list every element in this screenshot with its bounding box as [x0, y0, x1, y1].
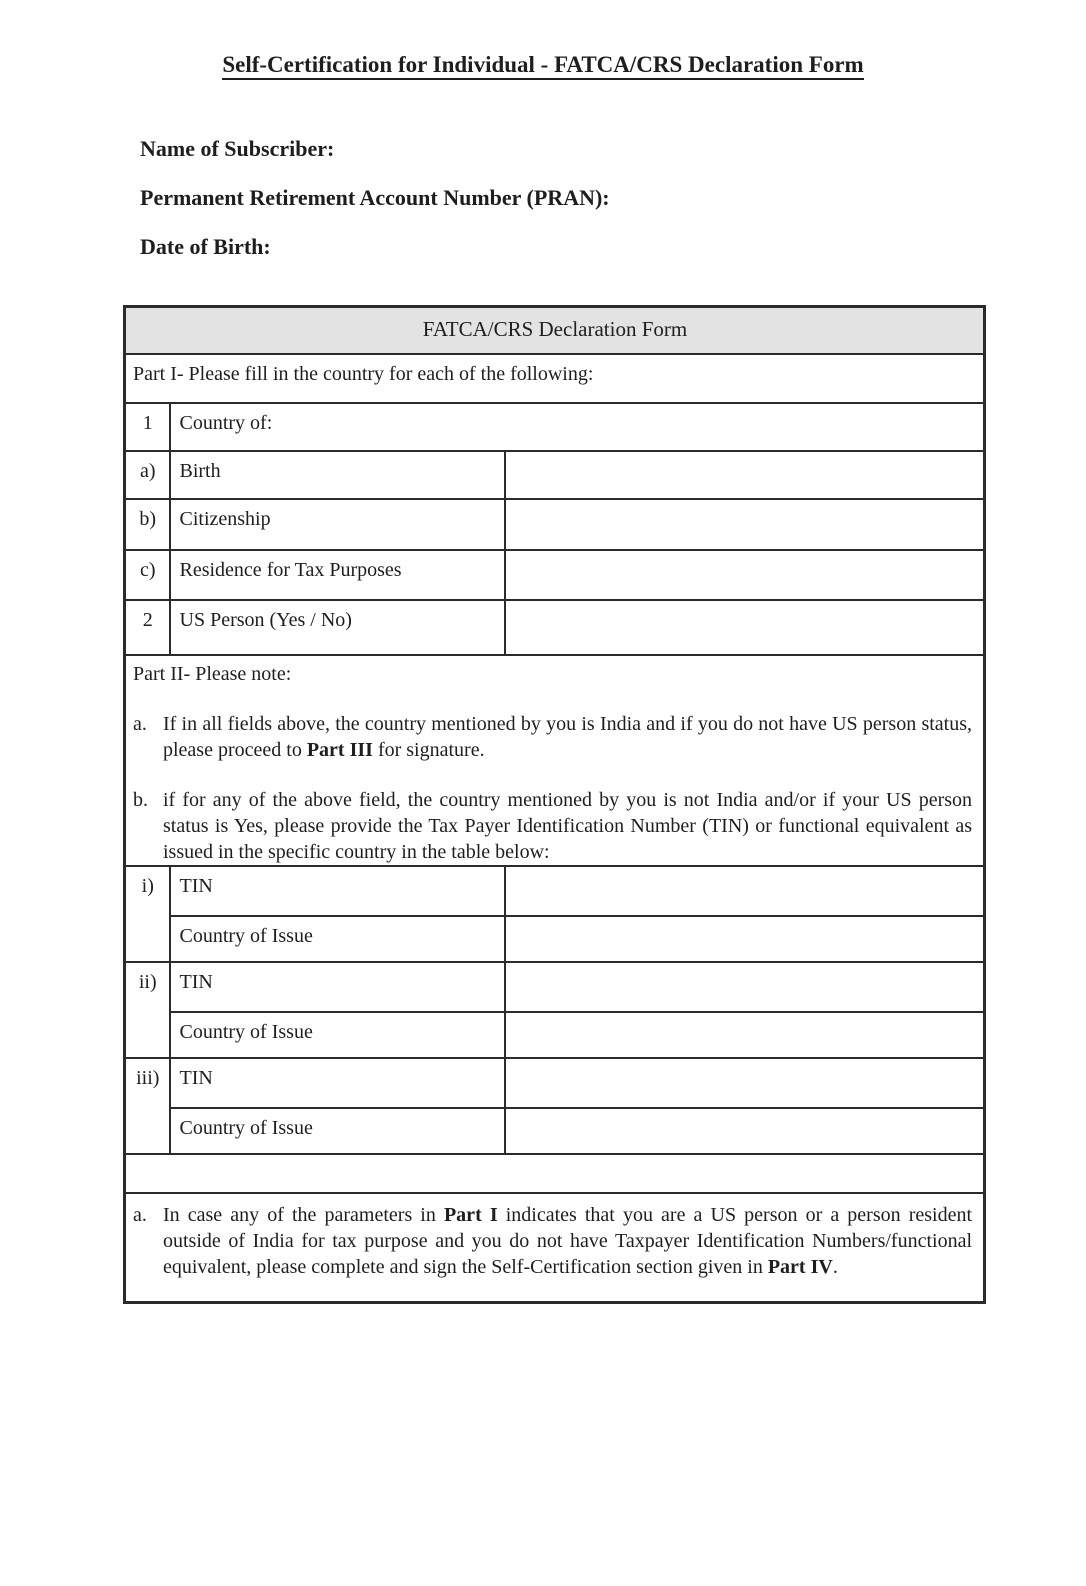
note-text: In case any of the parameters in Part I indicates that you are a US person or a person resident outside of India for tax purpose and you do not have Taxpayer Identification Numbers/functional equivalent, please complete and sign the Self-Certification section given in Part IV.: [163, 1204, 973, 1278]
country-of-issue-label: Country of Issue: [170, 916, 505, 962]
tin-value-cell: [505, 1058, 985, 1108]
country-of-label: Country of:: [170, 403, 985, 451]
tin-value-cell: [505, 962, 985, 1012]
subscriber-fields: [140, 136, 1086, 259]
table-row: [125, 499, 985, 550]
footer-note-row: [125, 1193, 985, 1303]
part2-cell: [125, 655, 985, 866]
pran-label: Permanent Retirement Account Number (PRAN):: [140, 185, 610, 210]
tax-residence-label: Residence for Tax Purposes: [170, 550, 505, 600]
footer-note-cell: [125, 1193, 985, 1303]
table-header-row: [125, 307, 985, 355]
form-title-text: Self-Certification for Individual - FATCA/CRS Declaration Form: [222, 52, 863, 80]
note-marker: a.: [133, 713, 147, 735]
country-of-issue-label: Country of Issue: [170, 1012, 505, 1058]
country-of-issue-value-cell: [505, 1108, 985, 1154]
country-of-issue-row: [125, 1012, 985, 1058]
us-person-value-cell: [505, 600, 985, 655]
tin-row: [125, 1058, 985, 1108]
document-page: [0, 50, 1086, 1586]
part1-heading: Part I- Please fill in the country for each of the following:: [125, 354, 985, 403]
part2-note-a: [133, 711, 973, 763]
form-title: [60, 50, 1026, 80]
row-number: 1: [125, 403, 170, 451]
country-of-issue-value-cell: [505, 1012, 985, 1058]
dob-label: Date of Birth:: [140, 234, 271, 259]
tin-number: iii): [125, 1058, 170, 1154]
country-of-issue-value-cell: [505, 916, 985, 962]
row-number: b): [125, 499, 170, 550]
tin-value-cell: [505, 866, 985, 916]
table-row: [125, 550, 985, 600]
table-row: [125, 600, 985, 655]
note-marker: a.: [133, 1204, 147, 1226]
country-of-issue-row: [125, 916, 985, 962]
row-number: a): [125, 451, 170, 499]
part2-heading: Part II- Please note:: [133, 663, 292, 685]
country-of-issue-label: Country of Issue: [170, 1108, 505, 1154]
part2-note-b: [133, 787, 973, 865]
birth-value-cell: [505, 451, 985, 499]
note-marker: b.: [133, 789, 148, 811]
spacer-row: [125, 1154, 985, 1193]
note-text: If in all fields above, the country mentioned by you is India and if you do not have US person status, please proceed to Part III for signature.: [163, 713, 973, 761]
row-number: c): [125, 550, 170, 600]
tin-label: TIN: [170, 1058, 505, 1108]
table-row: [125, 451, 985, 499]
tin-number: ii): [125, 962, 170, 1058]
spacer-cell: [125, 1154, 985, 1193]
tin-label: TIN: [170, 962, 505, 1012]
table-row: [125, 403, 985, 451]
subscriber-name-label: Name of Subscriber:: [140, 136, 335, 161]
birth-label: Birth: [170, 451, 505, 499]
table-header-title: FATCA/CRS Declaration Form: [125, 307, 985, 355]
tin-number: i): [125, 866, 170, 962]
note-text: if for any of the above field, the country mentioned by you is not India and/or if your US person status is Yes, please provide the Tax Payer Identification Number (TIN) or functional equivalent as issued in the specific country in the table below:: [163, 789, 973, 863]
part2-row: [125, 655, 985, 866]
declaration-table: [123, 305, 986, 1304]
citizenship-label: Citizenship: [170, 499, 505, 550]
part1-heading-row: [125, 354, 985, 403]
tin-row: [125, 866, 985, 916]
row-number: 2: [125, 600, 170, 655]
footer-note: [133, 1202, 973, 1280]
tin-label: TIN: [170, 866, 505, 916]
us-person-label: US Person (Yes / No): [170, 600, 505, 655]
citizenship-value-cell: [505, 499, 985, 550]
tax-residence-value-cell: [505, 550, 985, 600]
country-of-issue-row: [125, 1108, 985, 1154]
tin-row: [125, 962, 985, 1012]
